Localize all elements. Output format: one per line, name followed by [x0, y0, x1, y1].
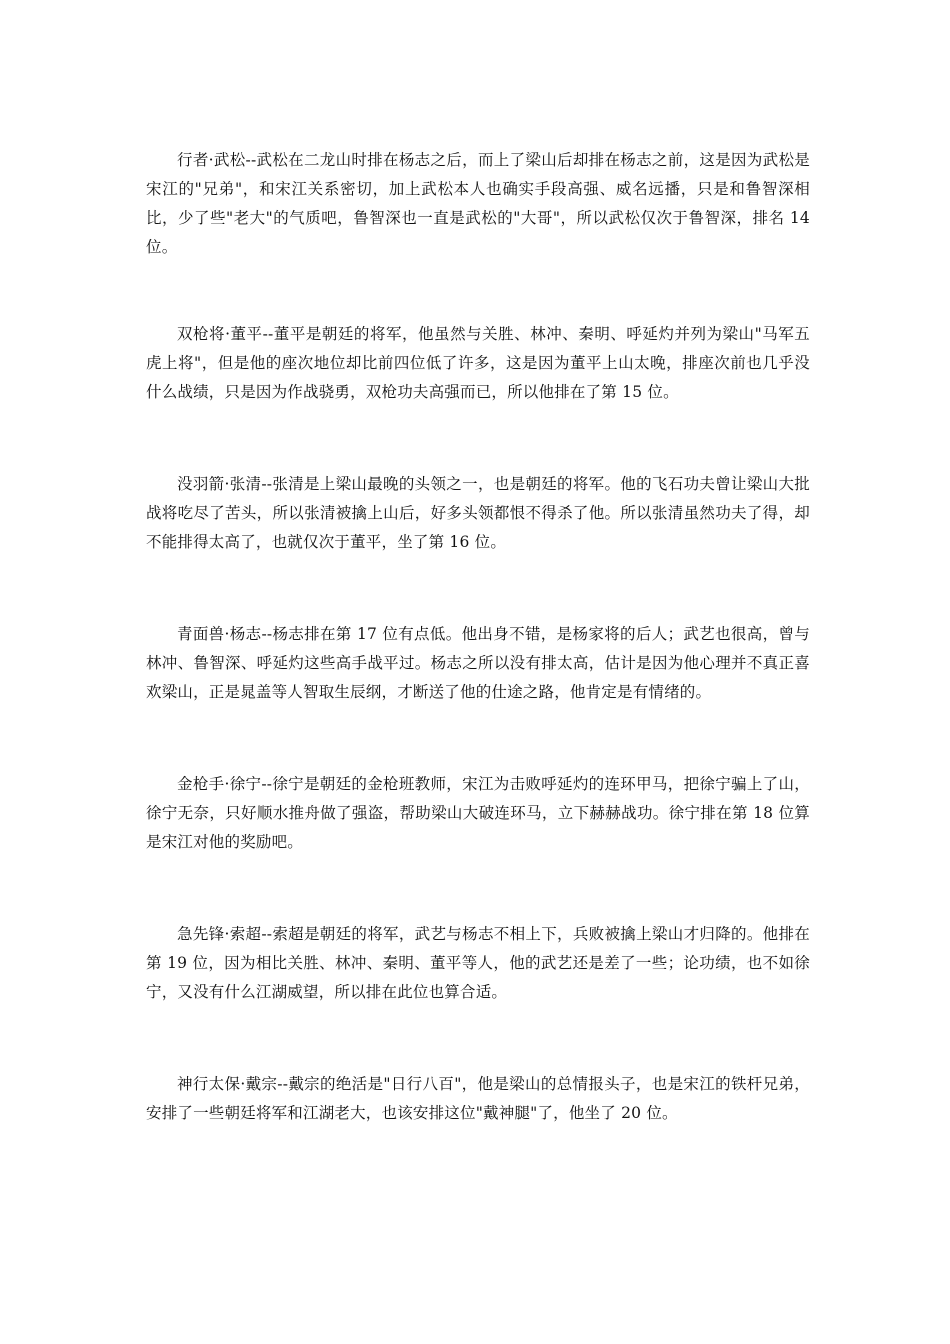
paragraph-zhang-qing: 没羽箭·张清--张清是上梁山最晚的头领之一，也是朝廷的将军。他的飞石功夫曾让梁山大批战将吃尽了苦头，所以张清被擒上山后，好多头领都恨不得杀了他。所以张清虽然功夫了得，却不能排得太高了，也就仅次于董平，坐了第 16 位。	[146, 475, 810, 551]
paragraph-suo-chao: 急先锋·索超--索超是朝廷的将军，武艺与杨志不相上下，兵败被擒上梁山才归降的。他排在第 19 位，因为相比关胜、林冲、秦明、董平等人，他的武艺还是差了一些；论功绩，也不如徐宁，又没有什么江湖威望，所以排在此位也算合适。	[146, 925, 810, 1001]
paragraph-wu-song: 行者·武松--武松在二龙山时排在杨志之后，而上了梁山后却排在杨志之前，这是因为武松是宋江的"兄弟"，和宋江关系密切，加上武松本人也确实手段高强、威名远播，只是和鲁智深相比，少了些"老大"的气质吧，鲁智深也一直是武松的"大哥"，所以武松仅次于鲁智深，排名 14 位。	[146, 151, 810, 256]
paragraph-yang-zhi: 青面兽·杨志--杨志排在第 17 位有点低。他出身不错，是杨家将的后人；武艺也很高，曾与林冲、鲁智深、呼延灼这些高手战平过。杨志之所以没有排太高，估计是因为他心理并不真正喜欢梁山，正是晁盖等人智取生辰纲，才断送了他的仕途之路，他肯定是有情绪的。	[146, 625, 810, 701]
paragraph-dai-zong: 神行太保·戴宗--戴宗的绝活是"日行八百"，他是梁山的总情报头子，也是宋江的铁杆兄弟，安排了一些朝廷将军和江湖老大，也该安排这位"戴神腿"了，他坐了 20 位。	[146, 1075, 810, 1122]
paragraph-dong-ping: 双枪将·董平--董平是朝廷的将军，他虽然与关胜、林冲、秦明、呼延灼并列为梁山"马军五虎上将"，但是他的座次地位却比前四位低了许多，这是因为董平上山太晚，排座次前也几乎没什么战绩，只是因为作战骁勇，双枪功夫高强而已，所以他排在了第 15 位。	[146, 325, 810, 401]
paragraph-xu-ning: 金枪手·徐宁--徐宁是朝廷的金枪班教师，宋江为击败呼延灼的连环甲马，把徐宁骗上了山，徐宁无奈，只好顺水推舟做了强盗，帮助梁山大破连环马，立下赫赫战功。徐宁排在第 18 位算是宋江对他的奖励吧。	[146, 775, 810, 851]
